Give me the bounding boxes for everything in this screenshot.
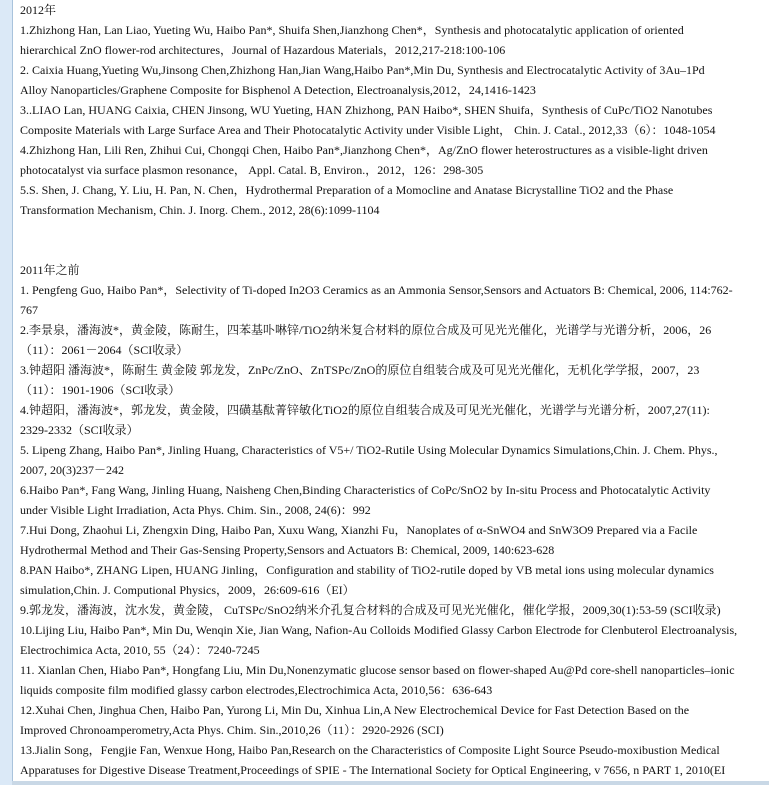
- publication-entry-continued: Composite Materials with Large Surface Area and Their Photocatalytic Activity under Visible Light， Chin. J. Catal., 2012,33（6）：1048-1054: [20, 123, 716, 137]
- publication-entry-continued: Alloy Nanoparticles/Graphene Composite for Bisphenol A Detection, Electroanalysis,2012，24,1416-1423: [20, 83, 536, 97]
- publication-entry: 2. Caixia Huang,Yueting Wu,Jinsong Chen,Zhizhong Han,Jian Wang,Haibo Pan*,Min Du, Synthesis and Electrocatalytic Activity of 3Au–1Pd: [20, 63, 705, 77]
- publication-entry: 5. Lipeng Zhang, Haibo Pan*, Jinling Huang, Characteristics of V5+/ TiO2-Rutile Using Molecular Dynamics Simulations,Chin. J. Chem. Phys.,: [20, 443, 718, 457]
- publication-entry-continued: liquids composite film modified glassy carbon electrodes,Electrochimica Acta, 2010,56：636-643: [20, 683, 493, 697]
- publication-entry: 4.Zhizhong Han, Lili Ren, Zhihui Cui, Chongqi Chen, Haibo Pan*,Jianzhong Chen*，Ag/ZnO flower heterostructures as a visible-light driven: [20, 143, 708, 157]
- bottom-border: [12, 781, 769, 785]
- publication-entry-continued: Electrochimica Acta, 2010, 55（24）：7240-7245: [20, 643, 260, 657]
- publication-entry-continued: hierarchical ZnO flower-rod architectures，Journal of Hazardous Materials，2012,217-218:100-106: [20, 43, 506, 57]
- publication-entry-continued: photocatalyst via surface plasmon resonance， Appl. Catal. B, Environ.，2012，126：298-305: [20, 163, 484, 177]
- publication-entry: 9.郭龙发，潘海波，沈水发，黄金陵， CuTSPc/SnO2纳米介孔复合材料的合成及可见光光催化，催化学报，2009,30(1):53-59 (SCI收录): [20, 603, 721, 617]
- publication-entry: 12.Xuhai Chen, Jinghua Chen, Haibo Pan, Yurong Li, Min Du, Xinhua Lin,A New Electrochemical Device for Fast Detection Based on the: [20, 703, 690, 717]
- publication-entry: 3.钟超阳 潘海波*，陈耐生 黄金陵 郭龙发，ZnPc/ZnO、ZnTSPc/ZnO的原位自组装合成及可见光光催化，无机化学学报，2007，23: [20, 363, 700, 377]
- publication-entry: 11. Xianlan Chen, Hiabo Pan*, Hongfang Liu, Min Du,Nonenzymatic glucose sensor based on flower-shaped Au@Pd core-shell nanoparticles–ionic: [20, 663, 735, 677]
- publication-entry-continued: simulation,Chin. J. Computional Physics，2009，26:609-616（EI）: [20, 583, 355, 597]
- section-heading: 2012年: [20, 3, 57, 17]
- publication-entry: 10.Lijing Liu, Haibo Pan*, Min Du, Wenqin Xie, Jian Wang, Nafion-Au Colloids Modified Glassy Carbon Electrode for Clenbuterol Electroanalysis,: [20, 623, 738, 637]
- publication-entry: 4.钟超阳，潘海波*，郭龙发，黄金陵，四磺基酞菁锌敏化TiO2的原位自组装合成及可见光光催化，光谱学与光谱分析，2007,27(11):: [20, 403, 710, 417]
- publication-entry-continued: 767: [20, 303, 38, 317]
- publication-entry: 2.李景泉，潘海波*，黄金陵，陈耐生，四苯基卟啉锌/TiO2纳米复合材料的原位合成及可见光光催化，光谱学与光谱分析，2006，26: [20, 323, 712, 337]
- publication-entry: 13.Jialin Song，Fengjie Fan, Wenxue Hong, Haibo Pan,Research on the Characteristics of Composite Light Source Pseudo-moxibustion Medical: [20, 743, 720, 757]
- publication-entry: 8.PAN Haibo*, ZHANG Lipen, HUANG Jinling，Configuration and stability of TiO2-rutile doped by VB metal ions using molecular dynamics: [20, 563, 714, 577]
- publication-entry: 7.Hui Dong, Zhaohui Li, Zhengxin Ding, Haibo Pan, Xuxu Wang, Xianzhi Fu，Nanoplates of α-SnWO4 and SnW3O9 Prepared via a Facile: [20, 523, 698, 537]
- publication-entry-continued: 2329-2332（SCI收录）: [20, 423, 139, 437]
- publication-entry-continued: （11）：2061－2064（SCI收录）: [20, 343, 189, 357]
- publication-entry: 1.Zhizhong Han, Lan Liao, Yueting Wu, Haibo Pan*, Shuifa Shen,Jianzhong Chen*，Synthesis and photocatalytic application of oriented: [20, 23, 684, 37]
- publication-entry-continued: Transformation Mechanism, Chin. J. Inorg. Chem., 2012, 28(6):1099-1104: [20, 203, 380, 217]
- publication-entry: 6.Haibo Pan*, Fang Wang, Jinling Huang, Naisheng Chen,Binding Characteristics of CoPc/SnO2 by In-situ Process and Photocatalytic Activity: [20, 483, 711, 497]
- publication-entry-continued: Apparatuses for Digestive Disease Treatment,Proceedings of SPIE - The International Society for Optical Engineering, v 7656, n PART 1, 2010(EI: [20, 763, 726, 777]
- publication-entry: 3..LIAO Lan, HUANG Caixia, CHEN Jinsong, WU Yueting, HAN Zhizhong, PAN Haibo*, SHEN Shuifa，Synthesis of CuPc/TiO2 Nanotubes: [20, 103, 713, 117]
- publication-entry-continued: Improved Chronoamperometry,Acta Phys. Chim. Sin.,2010,26（11）：2920-2926 (SCI): [20, 723, 444, 737]
- publication-entry-continued: 2007, 20(3)237－242: [20, 463, 124, 477]
- publication-entry: 1. Pengfeng Guo, Haibo Pan*，Selectivity of Ti-doped In2O3 Ceramics as an Ammonia Sensor,Sensors and Actuators B: Chemical, 2006, 114:762-: [20, 283, 733, 297]
- publication-entry-continued: under Visible Light Irradiation, Acta Phys. Chim. Sin., 2008, 24(6)：992: [20, 503, 371, 517]
- publication-entry-continued: （11）：1901-1906（SCI收录）: [20, 383, 181, 397]
- section-heading: 2011年之前: [20, 263, 80, 277]
- publication-entry-continued: Hydrothermal Method and Their Gas-Sensing Property,Sensors and Actuators B: Chemical, 2009, 140:623-628: [20, 543, 555, 557]
- publication-entry: 5.S. Shen, J. Chang, Y. Liu, H. Pan, N. Chen，Hydrothermal Preparation of a Momocline and Anatase Bicrystalline TiO2 and the Phase: [20, 183, 674, 197]
- publication-page: [12, 0, 769, 785]
